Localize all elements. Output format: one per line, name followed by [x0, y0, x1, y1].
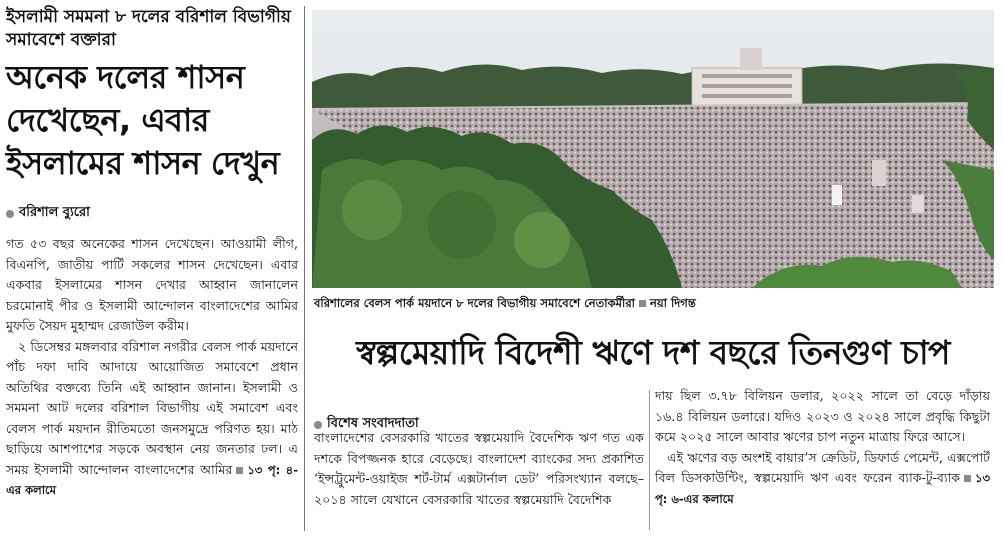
left-headline: অনেক দলের শাসন দেখেছেন, এবার ইসলামের শাসন দেখুন: [6, 58, 280, 182]
left-byline-text: বরিশাল ব্যুরো: [19, 205, 90, 220]
left-byline: [6, 203, 298, 224]
credit-square-icon: [639, 300, 646, 307]
bullet-icon: [6, 210, 14, 218]
left-jump-link[interactable]: ১৩ পৃ: ৪-এর কলামে: [6, 462, 298, 497]
right-col2-paragraph-2: [655, 448, 990, 510]
right-col2-paragraph-2-text: এই ঋণের বড় অংশই বায়ার’স ক্রেডিট, ডিফার্ড পেমেন্ট, এক্সপোর্ট বিল ডিসকাউন্টিং, স্বল্পমেয়াদি ঋণ এবং ফরেন ব্যাক-টু-ব্যাক: [655, 449, 990, 485]
left-paragraph-1: গত ৫৩ বছর অনেকের শাসন দেখেছেন। আওয়ামী লীগ, বিএনপি, জাতীয় পার্টি সকলের শাসন দেখেছেন। এবার একবার ইসলামের শাসন দেখার আহ্বান জানালেন চরমোনাই পীর ও ইসলামী আন্দোলন বাংলাদেশের আমির মুফতি সৈয়দ মুহাম্মদ রেজাউল করীম।: [6, 236, 298, 333]
photo-caption-text: বরিশালের বেলস পার্ক ময়দানে ৮ দলের বিভাগীয় সমাবেশে নেতাকর্মীরা: [314, 296, 635, 310]
rally-photo: [312, 10, 994, 288]
rally-photo-image: [312, 10, 994, 288]
left-paragraph-2-text: ২ ডিসেম্বর মঙ্গলবার বরিশাল নগরীর বেলস পার্ক ময়দানে পাঁচ দফা দাবি আদায়ে আয়োজিত সমাবেশে প্রধান অতিথির বক্তব্যে তিনি এই আহ্বান জানান। ইসলামী ও সমমনা আট দলের বরিশাল বিভাগীয় এই সমাবেশ এবং বেলস পার্ক ময়দান রীতিমতো জনসমুদ্রে পরিণত হয়। মাঠ ছাড়িয়ে আশপাশের সড়কে অবস্থান নেয় জনতার ঢল। এ সময় ইসলামী আন্দোলন বাংলাদেশের আমির: [6, 338, 298, 477]
right-col1-paragraph: বাংলাদেশের বেসরকারি খাতের স্বল্পমেয়াদি বৈদেশিক ঋণ গত এক দশকে বিপজ্জনক হারে বেড়েছে। বাংলাদেশ ব্যাংকের সদ্য প্রকাশিত ‘ইন্সট্রুমেন্ট-ওয়াইজ শর্ট-টার্ম এক্সটার্নাল ডেট’ পরিসংখ্যান বলছে– ২০১৪ সালে যেখানে বেসরকারি খাতের স্বল্পমেয়াদি বৈদেশিক: [314, 430, 644, 507]
jump-square-icon: [236, 467, 243, 474]
jump-square-icon: [964, 475, 971, 482]
photo-credit: নয়া দিগন্ত: [650, 296, 696, 310]
right-col2-paragraph-1: দায় ছিল ৩.৭৮ বিলিয়ন ডলার, ২০২২ সালে তা বেড়ে দাঁড়ায় ১৬.৪ বিলিয়ন ডলারে। যদিও ২০২৩ ও ২০২৪ সালে প্রবৃদ্ধি কিছুটা কমে ২০২৫ সালে আবার ঋণের চাপ নতুন মাত্রায় ফিরে আসে।: [655, 388, 990, 444]
left-kicker: ইসলামী সমমনা ৮ দলের বরিশাল বিভাগীয় সমাবেশে বক্তারা: [6, 7, 291, 50]
right-story-column-1: [314, 428, 644, 510]
right-headline: স্বল্পমেয়াদি বিদেশী ঋণে দশ বছরে তিনগুণ চাপ: [356, 333, 950, 372]
left-body: [6, 234, 298, 501]
column-divider: [304, 6, 305, 531]
right-byline-text: বিশেষ সংবাদদাতা: [327, 416, 419, 431]
right-jump-link[interactable]: ১৩ পৃ: ৬-এর কলামে: [655, 471, 990, 506]
right-story-column-2: [655, 386, 990, 509]
left-paragraph-2: [6, 337, 298, 501]
right-column-divider: [649, 390, 650, 530]
left-story: [6, 6, 298, 501]
photo-caption: [314, 295, 994, 314]
